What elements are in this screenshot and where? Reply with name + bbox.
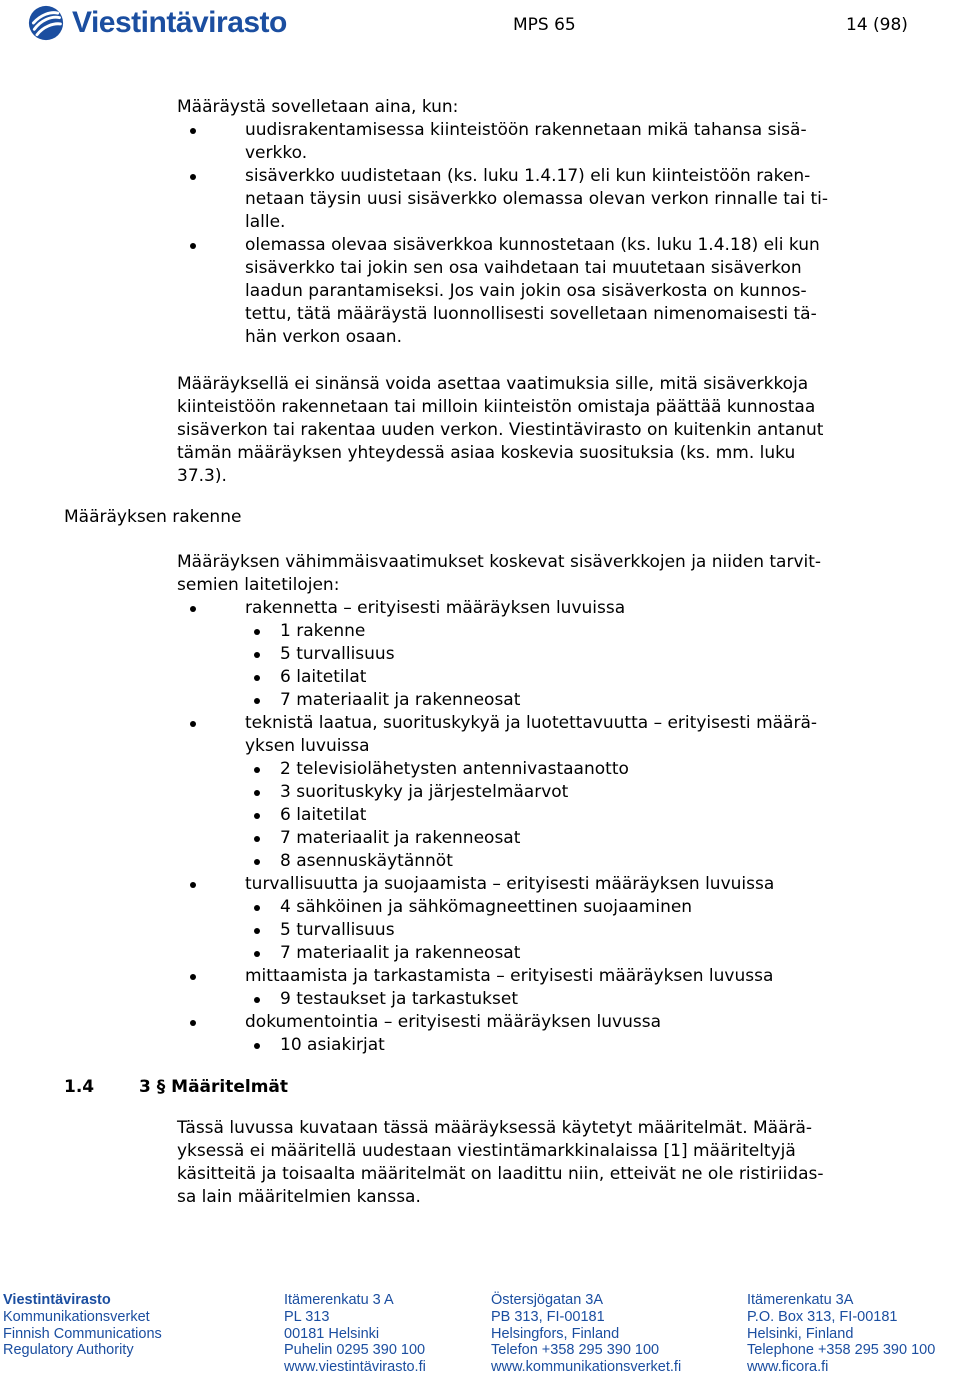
list-item xyxy=(245,234,912,349)
list-subitem: 6 laitetilat xyxy=(280,804,912,827)
paragraph-line: sa lain määritelmien kanssa. xyxy=(177,1187,421,1207)
footer-line: Telefon +358 295 390 100 xyxy=(491,1342,660,1359)
footer-link[interactable]: www.viestintävirasto.fi xyxy=(284,1359,426,1376)
list-item xyxy=(245,119,912,165)
list-subitem: 6 laitetilat xyxy=(280,666,912,689)
paragraph-line: käsitteitä ja toisaalta määritelmät on laadittu niin, etteivät ne ole ristiriidas- xyxy=(177,1164,824,1184)
paragraph-line: Tässä luvussa kuvataan tässä määräyksessä käytetyt määritelmät. Määrä- xyxy=(177,1118,813,1138)
chapter-list xyxy=(245,758,912,873)
footer-line: P.O. Box 313, FI-00181 xyxy=(747,1308,898,1325)
footer-line: Helsingfors, Finland xyxy=(491,1325,620,1342)
footer-line: Kommunikationsverket xyxy=(3,1308,150,1325)
chapter-list xyxy=(245,620,912,712)
paragraph-line: Määräyksen vähimmäisvaatimukset koskevat sisäverkkojen ja niiden tarvit- xyxy=(177,552,822,572)
list-item-line: uudisrakentamisessa kiinteistöön rakennetaan mikä tahansa sisä- xyxy=(245,120,807,140)
chapter-list xyxy=(245,896,912,965)
footer-address-fi xyxy=(284,1292,426,1376)
footer-line: Itämerenkatu 3A xyxy=(747,1292,854,1308)
list-subitem: 7 materiaalit ja rakenneosat xyxy=(280,942,912,965)
footer-line: Telephone +358 295 390 100 xyxy=(747,1342,936,1359)
section-heading-definitions xyxy=(64,1075,288,1099)
list-item-line: rakennetta – erityisesti määräyksen luvuissa xyxy=(245,598,626,618)
list-subitem: 10 asiakirjat xyxy=(280,1034,912,1057)
footer-line: 00181 Helsinki xyxy=(284,1325,380,1342)
footer-address-sv xyxy=(491,1292,681,1376)
list-subitem: 7 materiaalit ja rakenneosat xyxy=(280,827,912,850)
list-subitem: 4 sähköinen ja sähkömagneettinen suojaaminen xyxy=(280,896,912,919)
list-subitem: 9 testaukset ja tarkastukset xyxy=(280,988,912,1011)
list-item-line: netaan täysin uusi sisäverkko olemassa olevan verkon rinnalle tai ti- xyxy=(245,189,828,209)
paragraph-line: tämän määräyksen yhteydessä asiaa koskevia suosituksia (ks. mm. luku xyxy=(177,443,796,463)
paragraph-line: yksessä ei määritellä uudestaan viestintämarkkinalaissa [1] määriteltyjä xyxy=(177,1141,796,1161)
list-item-line: teknistä laatua, suorituskykyä ja luotettavuutta – erityisesti määrä- xyxy=(245,713,817,733)
section-title: 3 § Määritelmät xyxy=(139,1077,289,1097)
applicability-intro: Määräystä sovelletaan aina, kun: xyxy=(177,97,459,117)
agency-logo-mark xyxy=(28,5,64,41)
side-heading-structure: Määräyksen rakenne xyxy=(64,507,242,527)
list-item xyxy=(245,597,912,712)
list-item xyxy=(245,712,912,873)
list-subitem: 2 televisiolähetysten antennivastaanotto xyxy=(280,758,912,781)
list-subitem: 5 turvallisuus xyxy=(280,919,912,942)
footer-address-en xyxy=(747,1292,935,1376)
list-item-line: verkko. xyxy=(245,143,308,163)
list-item-line: hän verkon osaan. xyxy=(245,327,402,347)
list-item-line: mittaamista ja tarkastamista – erityisesti määräyksen luvussa xyxy=(245,966,774,986)
list-item-line: turvallisuutta ja suojaamista – erityisesti määräyksen luvuissa xyxy=(245,874,775,894)
chapter-list xyxy=(245,988,912,1011)
list-subitem: 7 materiaalit ja rakenneosat xyxy=(280,689,912,712)
footer-line: Puhelin 0295 390 100 xyxy=(284,1342,426,1359)
list-item xyxy=(245,165,912,234)
chapter-list xyxy=(245,1034,912,1057)
footer-agency-names xyxy=(3,1292,162,1359)
applicability-list xyxy=(177,119,912,349)
list-subitem: 1 rakenne xyxy=(280,620,912,643)
page-number: 14 (98) xyxy=(846,15,908,35)
list-item-line: dokumentointia – erityisesti määräyksen luvussa xyxy=(245,1012,662,1032)
list-item xyxy=(245,1011,912,1057)
scope-paragraph xyxy=(177,373,912,488)
list-item-line: yksen luvuissa xyxy=(245,736,370,756)
list-item-line: sisäverkko tai jokin sen osa vaihdetaan tai muutetaan sisäverkon xyxy=(245,258,802,278)
list-item xyxy=(245,965,912,1011)
footer-line: Helsinki, Finland xyxy=(747,1325,854,1342)
footer-line: Regulatory Authority xyxy=(3,1342,134,1359)
document-code: MPS 65 xyxy=(513,15,576,35)
applicability-section xyxy=(177,96,912,349)
paragraph-line: 37.3). xyxy=(177,466,227,486)
requirement-list xyxy=(177,597,912,1057)
structure-section xyxy=(177,551,912,1057)
list-item-line: lalle. xyxy=(245,212,286,232)
footer-line: PB 313, FI-00181 xyxy=(491,1308,605,1325)
list-item-line: olemassa olevaa sisäverkkoa kunnostetaan (ks. luku 1.4.18) eli kun xyxy=(245,235,820,255)
section-number: 1.4 xyxy=(64,1077,95,1097)
list-item-line: laadun parantamiseksi. Jos vain jokin osa sisäverkosta on kunnos- xyxy=(245,281,807,301)
logo-wordmark: Viestintävirasto xyxy=(72,6,287,39)
footer-agency-name: Viestintävirasto xyxy=(3,1292,111,1308)
footer-line: PL 313 xyxy=(284,1308,330,1325)
footer-link[interactable]: www.kommunikationsverket.fi xyxy=(491,1359,682,1376)
paragraph-line: semien laitetilojen: xyxy=(177,575,340,595)
footer-line: Finnish Communications xyxy=(3,1325,162,1342)
list-subitem: 8 asennuskäytännöt xyxy=(280,850,912,873)
list-item xyxy=(245,873,912,965)
footer-link[interactable]: www.ficora.fi xyxy=(747,1359,829,1376)
paragraph-line: sisäverkon tai rakentaa uuden verkon. Viestintävirasto on kuitenkin antanut xyxy=(177,420,824,440)
paragraph-line: kiinteistöön rakennetaan tai milloin kiinteistön omistaja päättää kunnostaa xyxy=(177,397,816,417)
footer-line: Östersjögatan 3A xyxy=(491,1292,604,1308)
list-item-line: tettu, tätä määräystä luonnollisesti sovelletaan nimenomaisesti tä- xyxy=(245,304,817,324)
definitions-paragraph xyxy=(177,1117,912,1209)
list-subitem: 5 turvallisuus xyxy=(280,643,912,666)
agency-logo xyxy=(28,4,287,42)
footer-line: Itämerenkatu 3 A xyxy=(284,1292,394,1308)
list-subitem: 3 suorituskyky ja järjestelmäarvot xyxy=(280,781,912,804)
paragraph-line: Määräyksellä ei sinänsä voida asettaa vaatimuksia sille, mitä sisäverkkoja xyxy=(177,374,809,394)
list-item-line: sisäverkko uudistetaan (ks. luku 1.4.17) eli kun kiinteistöön raken- xyxy=(245,166,811,186)
